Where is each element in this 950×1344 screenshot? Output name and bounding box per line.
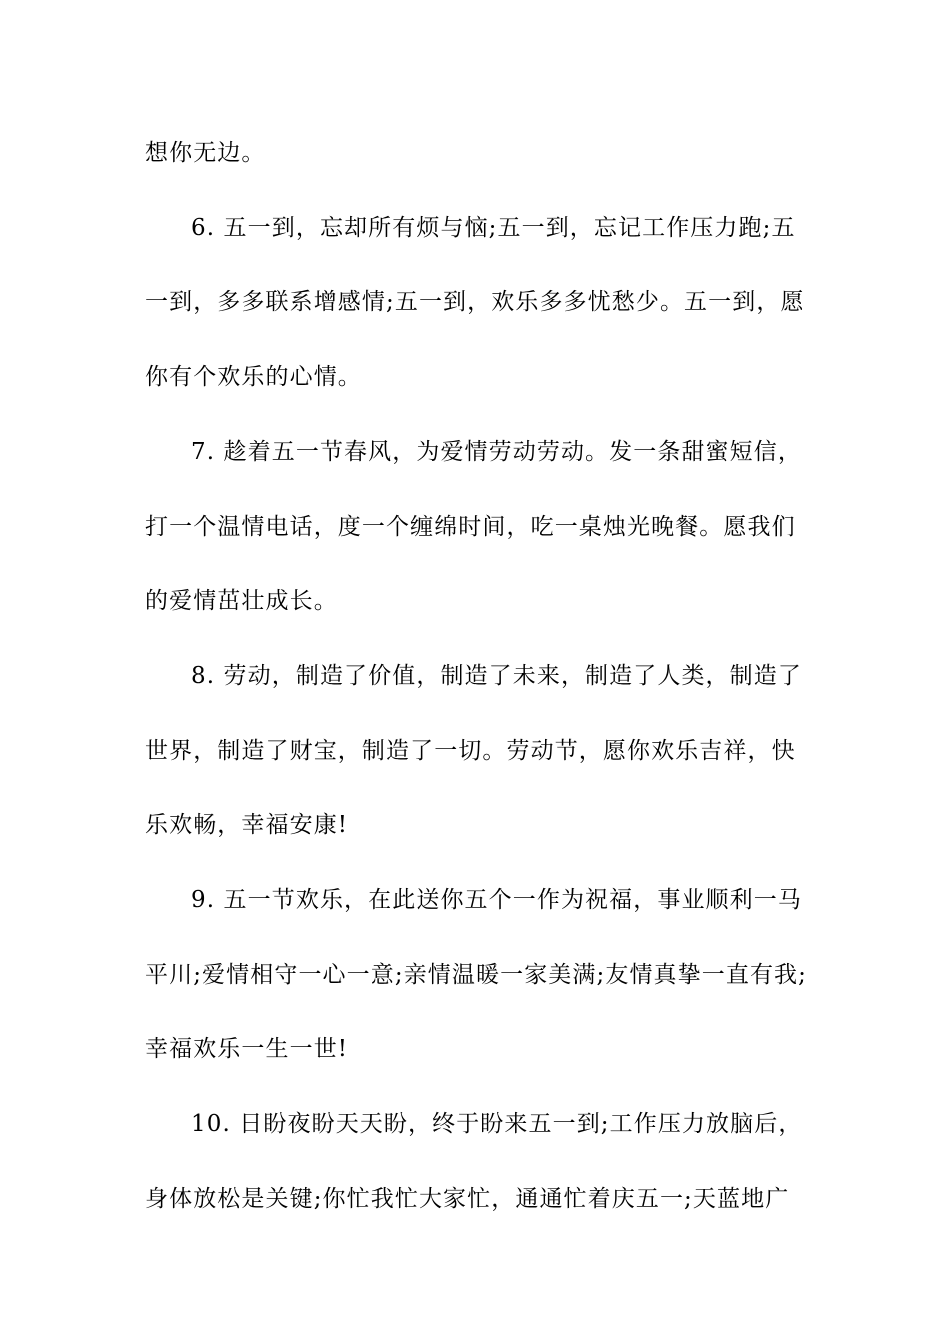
paragraph-7-line-1: 7. 趁着五一节春风，为爱情劳动劳动。发一条甜蜜短信，: [191, 439, 802, 465]
text-line: 想你无边。: [145, 140, 266, 166]
paragraph-9-line-1: 9. 五一节欢乐，在此送你五个一作为祝福，事业顺利一马: [191, 887, 802, 913]
text-line: 的爱情茁壮成长。: [145, 588, 338, 614]
text-line: 身体放松是关键;你忙我忙大家忙，通通忙着庆五一;天蓝地广: [145, 1186, 790, 1212]
text-line: 乐欢畅，幸福安康!: [145, 812, 349, 838]
text-line: 平川;爱情相守一心一意;亲情温暖一家美满;友情真挚一直有我;: [145, 962, 807, 988]
text-line: 打一个温情电话，度一个缠绵时间，吃一桌烛光晚餐。愿我们: [145, 514, 796, 540]
paragraph-10-line-1: 10. 日盼夜盼天天盼，终于盼来五一到;工作压力放脑后，: [191, 1111, 803, 1137]
paragraph-6-line-1: 6. 五一到，忘却所有烦与恼;五一到，忘记工作压力跑;五: [191, 215, 796, 241]
text-line: 幸福欢乐一生一世!: [145, 1036, 349, 1062]
text-line: 世界，制造了财宝，制造了一切。劳动节，愿你欢乐吉祥，快: [145, 738, 796, 764]
text-line: 一到，多多联系增感情;五一到，欢乐多多忧愁少。五一到，愿: [145, 289, 805, 315]
paragraph-8-line-1: 8. 劳动，制造了价值，制造了未来，制造了人类，制造了: [191, 663, 802, 689]
text-line: 你有个欢乐的心情。: [145, 364, 362, 390]
